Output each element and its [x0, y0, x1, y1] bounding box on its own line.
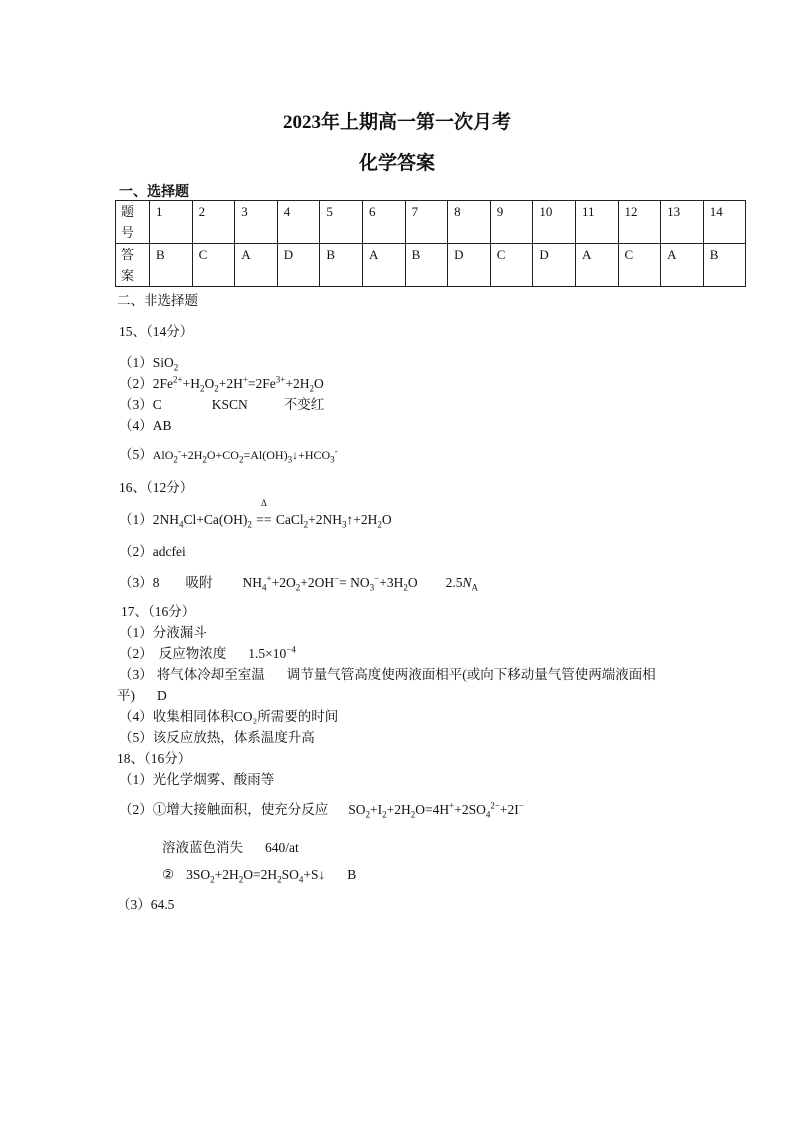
- table-cell: 13: [661, 201, 704, 244]
- table-cell: D: [277, 244, 320, 287]
- table-cell: 1: [150, 201, 193, 244]
- table-cell: C: [490, 244, 533, 287]
- q15-answer-3: （3）C KSCN 不变红: [119, 397, 325, 412]
- q16-heading: 16、（12分）: [119, 480, 194, 495]
- q16-answer-3: （3）8 吸附 $NH_4^++2O_2+2OH^-= NO_3^-+3H_2O$ $2.5N_A$: [119, 573, 478, 593]
- q17-answer-5: （5）该反应放热，体系温度升高: [119, 730, 315, 745]
- table-cell: 14: [703, 201, 746, 244]
- table-cell: 8: [448, 201, 491, 244]
- table-cell: 6: [362, 201, 405, 244]
- table-cell: D: [448, 244, 491, 287]
- q18-heading: 18、（16分）: [117, 751, 192, 766]
- table-cell: C: [192, 244, 235, 287]
- q18-answer-2-line3: ② $3SO_2+2H_2O=2H_2SO_4+S↓$ B: [162, 867, 357, 885]
- q17-answer-2: （2） 反应物浓度 $1.5\times 10^{-4}$: [119, 644, 296, 661]
- answer-table: [115, 200, 746, 287]
- table-cell: B: [703, 244, 746, 287]
- q18-answer-2: （2）①增大接触面积，使充分反应 $SO_2+I_2+2H_2O=4H^++2SO_4^{2-}+2I^-$: [119, 800, 524, 820]
- table-cell: 11: [575, 201, 618, 244]
- q17-answer-4: （4）收集相同体积CO₂所需要的时间: [119, 709, 339, 724]
- q16-answer-2: （2）adcfei: [119, 544, 186, 559]
- table-cell: 10: [533, 201, 576, 244]
- table-cell: 7: [405, 201, 448, 244]
- table-cell: 3: [235, 201, 278, 244]
- table-cell: A: [362, 244, 405, 287]
- table-cell: B: [405, 244, 448, 287]
- table-cell: 5: [320, 201, 363, 244]
- q15-answer-1: （1）SiO$_2$: [119, 355, 179, 373]
- q17-answer-3: （3） 将气体冷却至室温 调节量气管高度使两液面相平(或向下移动量气管使两端液面相: [119, 667, 656, 682]
- section-nonchoice-heading: 二、非选择题: [117, 293, 198, 308]
- q16-answer-1: $(1)2NH_4Cl+Ca(OH)_2$ Δ == $CaCl_2+2NH_3↑+2H_2O$: [119, 498, 392, 530]
- q17-answer-1: （1）分液漏斗: [119, 625, 207, 640]
- table-cell: 2: [192, 201, 235, 244]
- table-row-answers: [116, 244, 746, 287]
- table-row-numbers: [116, 201, 746, 244]
- table-cell: A: [235, 244, 278, 287]
- section-choice-heading: 一、选择题: [119, 185, 189, 200]
- table-cell: B: [150, 244, 193, 287]
- q18-answer-2-line2: 溶液蓝色消失 640/at: [162, 840, 299, 855]
- table-cell: 4: [277, 201, 320, 244]
- table-cell: A: [575, 244, 618, 287]
- q15-answer-2: $(2)2Fe^{2+}+H_2O_2+2H^+=2Fe^{3+}+2H_2O$: [119, 374, 324, 394]
- table-cell: 12: [618, 201, 661, 244]
- q18-answer-3: （3）64.5: [117, 897, 175, 912]
- row-header-answer: 答 案: [116, 244, 150, 287]
- table-cell: C: [618, 244, 661, 287]
- page-subtitle: 化学答案: [358, 153, 435, 174]
- table-cell: B: [320, 244, 363, 287]
- q17-answer-3-cont: 平) D: [117, 688, 167, 703]
- q15-answer-5: $(5)AlO_2^-+2H_2O+CO_2=Al(OH)_3↓+HCO_3^-$: [119, 446, 338, 465]
- table-cell: A: [661, 244, 704, 287]
- q18-answer-1: （1）光化学烟雾、酸雨等: [119, 772, 275, 787]
- q17-heading: 17、（16分）: [121, 604, 196, 619]
- row-header-number: 题 号: [116, 201, 150, 244]
- table-cell: 9: [490, 201, 533, 244]
- heat-symbol: Δ: [260, 498, 267, 508]
- table-cell: D: [533, 244, 576, 287]
- page-title: 2023年上期高一第一次月考: [282, 112, 511, 133]
- q15-heading: 15、（14分）: [119, 324, 194, 339]
- q15-answer-4: （4）AB: [119, 418, 172, 433]
